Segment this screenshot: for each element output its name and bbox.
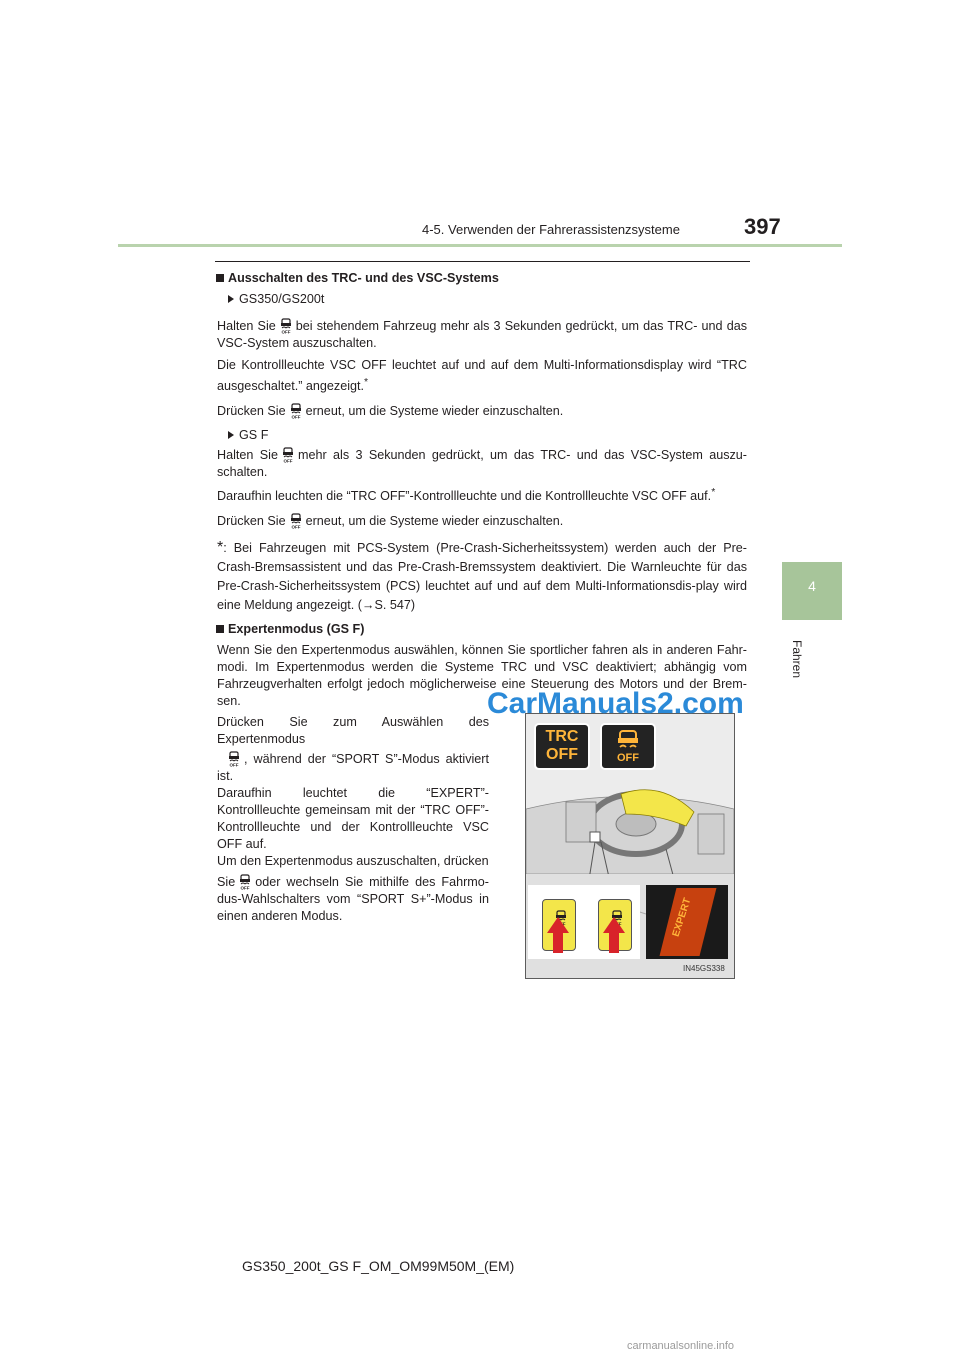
paragraph-indicator-gsf: Daraufhin leuchten die “TRC OFF”-Kontrollleuchte und die Kontrollleuchte VSC OFF auf.* <box>217 486 716 504</box>
svg-text:OFF: OFF <box>283 458 293 463</box>
press-arrow-left <box>547 917 569 953</box>
document-footer: GS350_200t_GS F_OM_OM99M50M_(EM) <box>242 1258 515 1274</box>
section-heading-trc-vsc: Ausschalten des TRC- und des VSC-Systems <box>216 271 499 285</box>
vsc-off-icon <box>227 751 241 767</box>
page-number: 397 <box>744 214 781 239</box>
paragraph-indicator-gs350: Die Kontrollleuchte VSC OFF leuchtet auf und auf dem Multi-Informationsdisplay wird “TRC ausgeschaltet.” angezeigt.* <box>217 358 747 394</box>
svg-text:OFF: OFF <box>291 524 301 529</box>
vsc-off-icon <box>281 447 295 463</box>
svg-text:OFF: OFF <box>556 921 566 926</box>
triangle-bullet-icon <box>228 295 234 303</box>
expert-line-2: OFF , während der “SPORT S”-Modus aktiviert ist. <box>217 752 489 783</box>
chapter-label: Fahren <box>790 640 804 679</box>
button-panel <box>528 885 640 959</box>
vsc-off-icon <box>279 318 293 334</box>
footnote: *: Bei Fahrzeugen mit PCS-System (Pre-Crash-Sicherheitssystem) werden auch der Pre-Crash-Bremsassistent und das Pre-Crash-Bremssystem deaktiviert. Die Warnleuchte für das Pre-Crash-Sicherheitssystem (PCS) leuchtet auf und auf dem Multi-Informationsdis-play wird eine Meldung angezeigt. (→S. 547) <box>217 539 747 612</box>
triangle-bullet-icon <box>228 431 234 439</box>
paragraph-expert-intro: Wenn Sie den Expertenmodus auswählen, können Sie sportlicher fahren als in anderen Fahr-modi. Im Expertenmodus werden die Systeme TRC und VSC deaktiviert; abhängig vom Fahrzeugverhalten erfolgt jedoch möglicherweise eine Steuerung des Motors und der Brem-sen. <box>217 643 747 708</box>
vsc-off-icon <box>238 874 252 890</box>
watermark-bottom: carmanualsonline.info <box>627 1340 735 1352</box>
expert-line-3: Daraufhin leuchtet die “EXPERT”-Kontrollleuchte gemeinsam mit der “TRC OFF”-Kontrollleuchte und der Kontrollleuchte VSC OFF auf. <box>217 786 489 851</box>
model-label-gs350: GS350/GS200t <box>228 292 324 306</box>
image-id: IN45GS338 <box>683 964 725 973</box>
paragraph-hold-gsf: Halten Sie OFF mehr als 3 Sekunden gedrückt, um das TRC- und das VSC-System auszu-schalten. <box>217 448 747 479</box>
expert-label: EXPERT <box>670 896 694 939</box>
expert-line-5: Sie OFF oder wechseln Sie mithilfe des Fahrmo-dus-Wahlschalters vom “SPORT S+”-Modus in einen anderen Modus. <box>217 875 489 923</box>
skid-car-icon <box>602 725 654 755</box>
trc-off-indicator <box>534 723 590 770</box>
vsc-off-icon <box>289 403 303 419</box>
square-bullet-icon <box>216 274 224 282</box>
paragraph-hold-gs350: Halten Sie OFF bei stehendem Fahrzeug mehr als 3 Sekunden gedrückt, um das TRC- und das VSC-System auszuschalten. <box>217 319 748 350</box>
svg-text:OFF: OFF <box>291 414 301 419</box>
chapter-number: 4 <box>808 578 816 594</box>
svg-text:OFF: OFF <box>281 329 291 334</box>
model-label-gsf: GS F <box>228 428 268 442</box>
header-rule <box>118 244 842 247</box>
expert-instructions <box>217 714 489 925</box>
vsc-off-label: OFF <box>617 752 639 764</box>
square-bullet-icon <box>216 625 224 633</box>
svg-text:OFF: OFF <box>229 762 239 767</box>
expert-line-4: Um den Expertenmodus auszuschalten, drücken <box>217 854 489 868</box>
watermark-main: CarManuals2.com <box>487 687 744 720</box>
section-heading-expert: Expertenmodus (GS F) <box>216 622 364 636</box>
svg-text:OFF: OFF <box>612 921 622 926</box>
trc-off-text-1: TRC <box>545 728 579 745</box>
paragraph-release-gs350: Drücken Sie OFF erneut, um die Systeme wieder einzuschalten. <box>217 404 564 419</box>
section-title: 4-5. Verwenden der Fahrerassistenzsysteme <box>422 222 680 237</box>
expert-line-1: Drücken Sie zum Auswählen des Expertenmodus <box>217 715 489 746</box>
trc-off-text-2: OFF <box>546 746 578 763</box>
section-rule <box>215 261 750 262</box>
paragraph-release-gsf: Drücken Sie OFF erneut, um die Systeme wieder einzuschalten. <box>217 514 564 529</box>
press-arrow-right <box>603 917 625 953</box>
vsc-off-icon <box>289 513 303 529</box>
svg-text:OFF: OFF <box>240 885 250 890</box>
